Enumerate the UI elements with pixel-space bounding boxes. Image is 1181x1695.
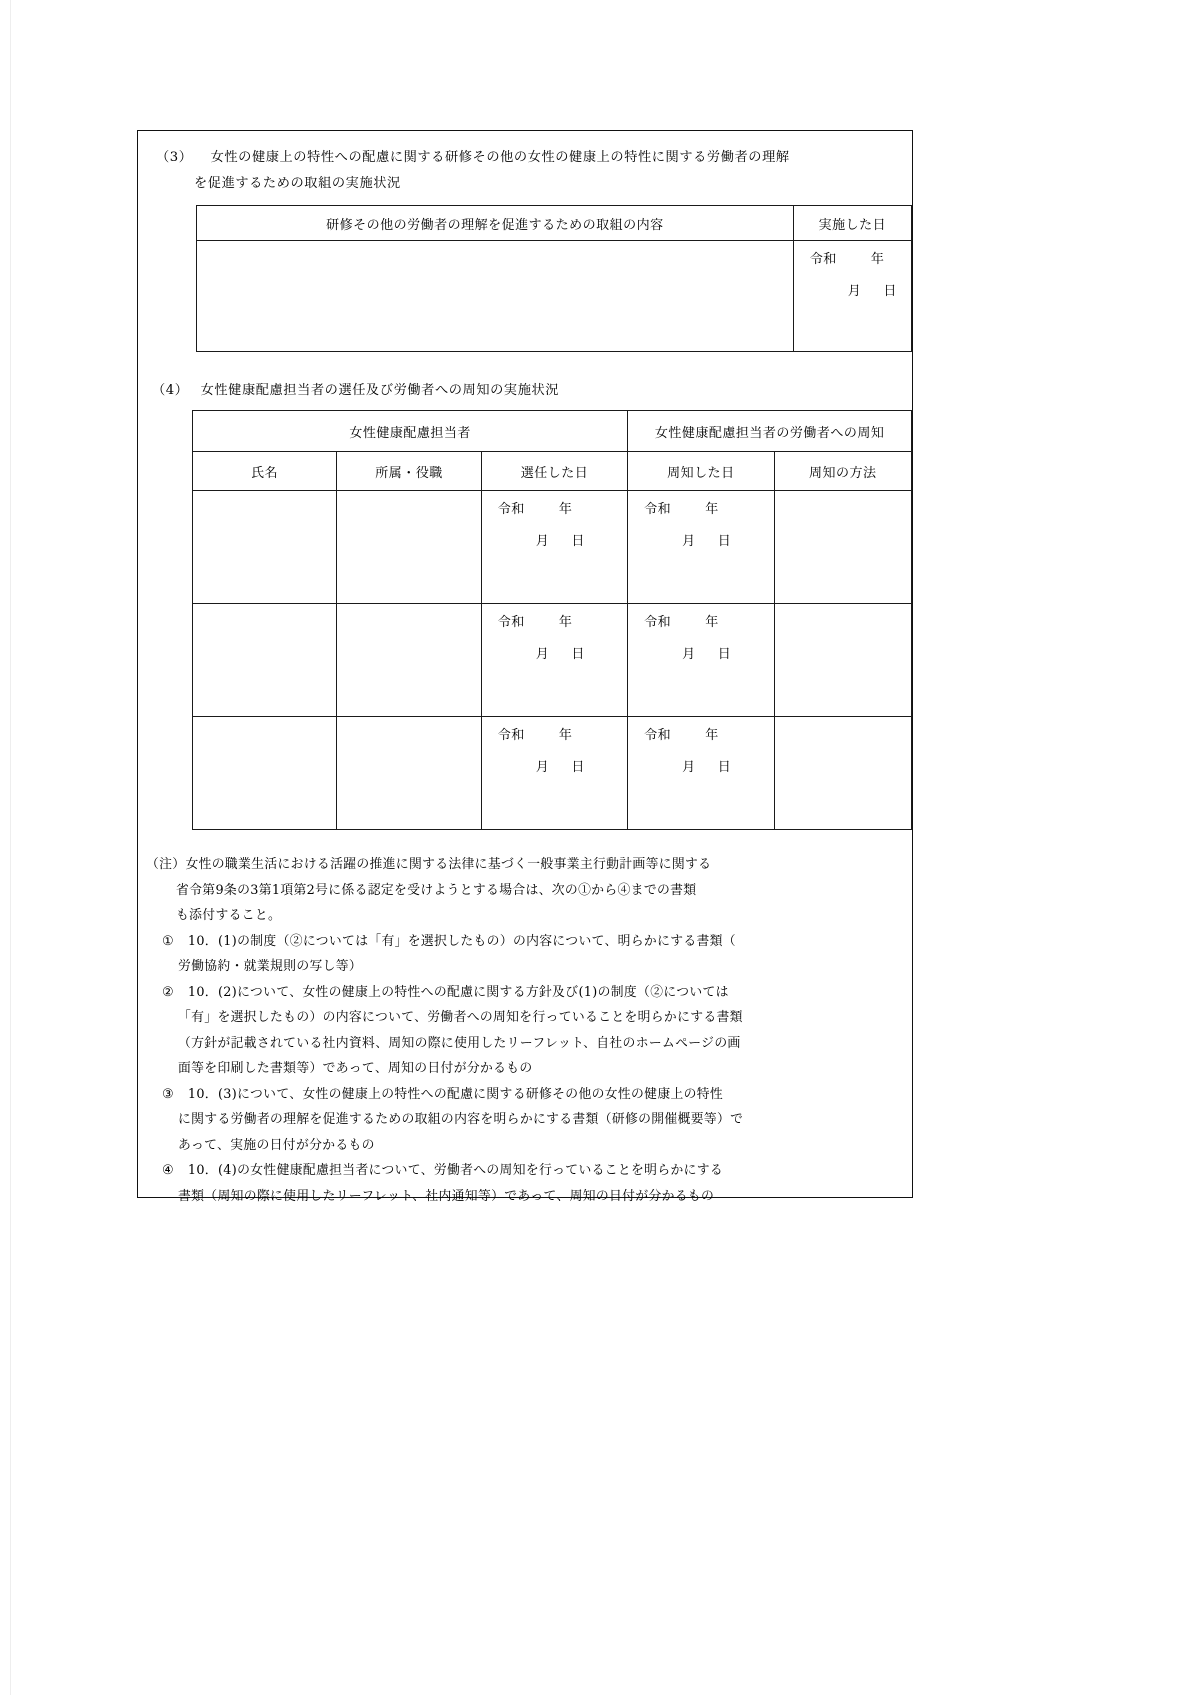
scan-edge-guide [10, 0, 11, 1695]
cell-affiliation[interactable] [337, 604, 482, 717]
year-label: 年 [705, 728, 719, 743]
date-line-month-day [644, 761, 759, 775]
month-label: 月 [682, 647, 696, 663]
note-marker-circled-2: ② [162, 984, 174, 1000]
cell-name[interactable] [193, 604, 337, 717]
date-line-month-day [498, 648, 613, 662]
day-label: 日 [883, 284, 897, 300]
note-item-3-line-1 [146, 1082, 894, 1108]
year-label: 年 [870, 252, 885, 267]
date-line-year [644, 616, 759, 630]
month-label: 月 [535, 760, 550, 776]
date-line-year [498, 503, 613, 517]
group-header-officer: 女性健康配慮担当者 [193, 411, 628, 452]
col-header-notification-method: 周知の方法 [774, 452, 911, 491]
day-label: 日 [717, 534, 732, 550]
section-3 [138, 145, 912, 352]
cell-appointed-date[interactable] [481, 604, 627, 717]
month-label: 月 [535, 647, 550, 663]
note-item-4-line-1 [146, 1158, 894, 1184]
date-line-month-day [644, 648, 759, 662]
table-row [193, 604, 912, 717]
year-label: 年 [558, 728, 573, 743]
table-row [197, 241, 912, 352]
date-line-year [498, 729, 613, 743]
section-3-title-line1: 女性の健康上の特性への配慮に関する研修その他の女性の健康上の特性に関する労働者の理解 [210, 150, 790, 165]
date-stub [482, 491, 627, 560]
era-label: 令和 [644, 728, 672, 743]
note-intro-line-2: 省令第9条の3第1項第2号に係る認定を受けようとする場合は、次の①から④までの書類 [176, 882, 697, 898]
cell-affiliation[interactable] [337, 717, 482, 830]
table-row [193, 491, 912, 604]
cell-notified-date[interactable] [628, 491, 774, 604]
note-item-2-line-3: （方針が記載されている社内資料、周知の際に使用したリーフレット、自社のホームページの画 [178, 1035, 741, 1051]
col-header-notified-date: 周知した日 [628, 452, 774, 491]
table-column-header-row [193, 452, 912, 491]
col-header-name: 氏名 [193, 452, 337, 491]
cell-appointed-date[interactable] [481, 717, 627, 830]
date-line-year [644, 729, 759, 743]
day-label: 日 [571, 647, 585, 663]
note-intro-line-3: も添付すること。 [176, 908, 282, 923]
date-stub [628, 717, 773, 786]
note-item-2-text-1: 10．(2)について、女性の健康上の特性への配慮に関する方針及び(1)の制度（②については [187, 984, 729, 1000]
date-line-month-day [498, 761, 613, 775]
note-item-2-line-2: 「有」を選択したもの）の内容について、労働者への周知を行っていることを明らかにする書類 [178, 1010, 743, 1025]
date-stub [482, 604, 627, 673]
year-label: 年 [558, 615, 573, 630]
cell-name[interactable] [193, 491, 337, 604]
date-stub [794, 241, 911, 310]
day-label: 日 [571, 760, 585, 776]
date-stub [628, 491, 773, 560]
cell-notification-method[interactable] [774, 604, 911, 717]
day-label: 日 [717, 647, 732, 663]
cell-appointed-date[interactable] [481, 491, 627, 604]
section-3-number: （3） [156, 150, 193, 165]
era-label: 令和 [809, 252, 837, 267]
note-marker-circled-3: ③ [162, 1086, 174, 1102]
note-item-4-text-1: 10．(4)の女性健康配慮担当者について、労働者への周知を行っていることを明らかにする [187, 1163, 724, 1178]
day-label: 日 [717, 760, 732, 776]
cell-affiliation[interactable] [337, 491, 482, 604]
group-header-notification: 女性健康配慮担当者の労働者への周知 [628, 411, 912, 452]
cell-training-content[interactable] [197, 241, 794, 352]
table-group-header-row [193, 411, 912, 452]
year-label: 年 [705, 615, 719, 630]
note-item-2-line-4: 面等を印刷した書類等）であって、周知の日付が分かるもの [178, 1061, 533, 1076]
note-item-1-line-1 [146, 929, 894, 955]
era-label: 令和 [497, 502, 525, 517]
note-item-4 [146, 1158, 894, 1209]
note-intro [146, 852, 894, 929]
date-stub [628, 604, 773, 673]
note-marker: （注） [146, 857, 186, 872]
note-item-3 [146, 1082, 894, 1159]
section-4-heading [152, 378, 912, 404]
era-label: 令和 [644, 615, 672, 630]
note-marker-circled-1: ① [162, 933, 174, 949]
section-4-title: 女性健康配慮担当者の選任及び労働者への周知の実施状況 [200, 383, 560, 398]
col-header-appointed-date: 選任した日 [481, 452, 627, 491]
month-label: 月 [847, 284, 862, 300]
date-line-year [810, 253, 897, 267]
note-item-2-line-1 [146, 980, 894, 1006]
note-item-1-line-2: 労働協約・就業規則の写し等） [178, 959, 363, 974]
table-row [193, 717, 912, 830]
note-item-3-line-3: あって、実施の日付が分かるもの [178, 1137, 375, 1153]
note-intro-line-1 [146, 852, 894, 878]
date-line-year [644, 503, 759, 517]
cell-notified-date[interactable] [628, 717, 774, 830]
form-outer-frame [137, 130, 913, 1204]
month-label: 月 [682, 534, 696, 550]
col-header-implementation-date: 実施した日 [793, 206, 911, 241]
cell-notification-method[interactable] [774, 717, 911, 830]
date-line-year [498, 616, 613, 630]
notes-section [138, 852, 912, 1209]
section-4-number: （4） [152, 383, 189, 398]
note-marker-circled-4: ④ [162, 1163, 174, 1178]
era-label: 令和 [644, 502, 672, 517]
date-stub [482, 717, 627, 786]
section-4-table [192, 410, 912, 830]
era-label: 令和 [497, 728, 525, 743]
note-item-1-text-1: 10．(1)の制度（②については「有」を選択したもの）の内容について、明らかにする書類（ [187, 933, 736, 949]
section-3-title-line2: を促進するための取組の実施状況 [194, 176, 401, 191]
era-label: 令和 [497, 615, 525, 630]
year-label: 年 [558, 502, 573, 517]
table-header-row [197, 206, 912, 241]
day-label: 日 [571, 534, 585, 550]
note-item-2 [146, 980, 894, 1082]
cell-implementation-date[interactable] [793, 241, 911, 352]
date-line-month-day [498, 535, 613, 549]
col-header-affiliation: 所属・役職 [337, 452, 482, 491]
cell-name[interactable] [193, 717, 337, 830]
section-4 [138, 378, 912, 830]
month-label: 月 [535, 534, 550, 550]
date-line-month-day [810, 285, 897, 299]
cell-notification-method[interactable] [774, 491, 911, 604]
note-item-3-line-2: に関する労働者の理解を促進するための取組の内容を明らかにする書類（研修の開催概要等）で [178, 1112, 744, 1127]
note-item-4-line-2: 書類（周知の際に使用したリーフレット、社内通知等）であって、周知の日付が分かるもの [178, 1188, 715, 1204]
section-3-heading [156, 145, 912, 197]
cell-notified-date[interactable] [628, 604, 774, 717]
date-line-month-day [644, 535, 759, 549]
note-item-1 [146, 929, 894, 980]
section-3-table [196, 205, 912, 352]
note-intro-text-1: 女性の職業生活における活躍の推進に関する法律に基づく一般事業主行動計画等に関する [185, 857, 712, 872]
year-label: 年 [705, 502, 719, 517]
note-item-3-text-1: 10．(3)について、女性の健康上の特性への配慮に関する研修その他の女性の健康上の特性 [187, 1086, 724, 1102]
month-label: 月 [682, 760, 696, 776]
col-header-training-content: 研修その他の労働者の理解を促進するための取組の内容 [197, 206, 794, 241]
